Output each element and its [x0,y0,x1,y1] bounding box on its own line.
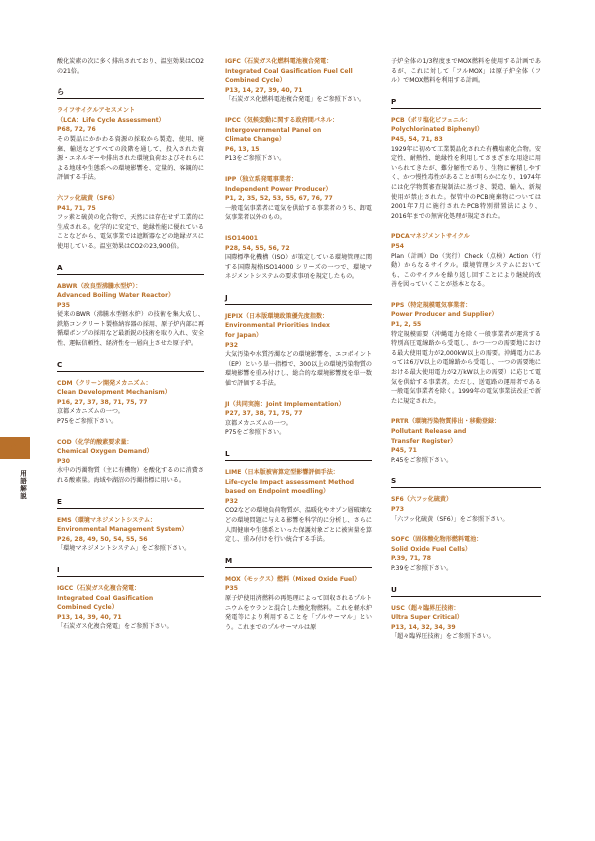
entry-page-refs: P41, 71, 75 [57,204,96,212]
section-divider [57,508,204,509]
entry-term: IPP（独立系発電事業者： Independent Power Producer） [225,175,332,193]
entry-page-refs: P32 [225,497,238,505]
entry-page-refs: P35 [57,301,70,309]
entry-term: USC（超々臨界圧技術： Ultra Super Critical） [391,604,464,622]
section-divider [225,567,372,568]
entry-term: ライフサイクルアセスメント （LCA：Life Cycle Assessment） [57,107,165,124]
section-letter: M [225,555,233,565]
entry-term: SF6（六フッ化硫黄） [391,496,453,504]
glossary-entry [57,57,204,76]
section-header [391,585,541,597]
entry-description: 「石炭ガス化複合発電」をご参照下さい。 [57,623,173,631]
glossary-entry [57,438,204,486]
glossary-entry [391,232,541,290]
section-header [57,565,204,577]
glossary-column-3 [391,57,541,653]
entry-page-refs: P16, 27, 37, 38, 71, 75, 77 [57,398,148,406]
entry-term: 六フッ化硫黄（SF6） [57,194,119,202]
entry-description: 京都メカニズムの一つ。 P75をご参照下さい。 [225,419,292,437]
glossary-entry [57,516,204,554]
page-number: 81 [10,440,26,453]
entry-page-refs: P54 [391,242,404,250]
entry-description: 「環境マネジメントシステム」をご参照下さい。 [57,545,191,553]
section-divider [391,108,541,109]
glossary-entry [225,116,372,164]
section-divider [57,371,204,372]
section-letter: I [57,564,60,574]
entry-description: 従来のBWR（沸騰水型軽水炉）の技術を集大成し、鉄筋コンクリート製格納容器の採用、原子炉内部に再循環ポンプの採用など最新鋭の技術を取り入れ、安全性、運転信頼性、経済性を一層向上させた原子炉。 [57,311,204,348]
glossary-entry [391,116,541,222]
entry-description: P.39をご参照下さい。 [391,564,453,572]
section-header [57,497,204,509]
section-divider [391,487,541,488]
glossary-entry [391,495,541,524]
entry-description: 水中の汚濁物質（主に有機物）を酸化するのに消費される酸素量。海域や湖沼の汚濁指標に用いる。 [57,467,204,484]
entry-description: 1929年に初めて工業製品化された有機塩素化合物。安定性、耐熱性、絶縁性を利用してさまざまな用途に用いられてきたが、難分解性であり、生物に蓄積しやすく、かつ慢性毒性があることが明らかになり、1974年には化学物質審査規制法に基づき、製造、輸入、新規使用が禁止された。保管中のPCB廃棄物については2001年7月に施行されたPCB特別措置法により、2016年までの無害化処理が規定された。 [391,145,541,220]
entry-page-refs: P1, 2, 55 [391,321,422,329]
section-letter: P [391,96,397,106]
entry-term: PRTR（環境汚染物質排出・移動登録： Pollutant Release and Transfer Register） [391,418,501,445]
section-header [225,449,372,461]
glossary-entry [57,379,204,427]
entry-description: 子炉全体の1/3程度までMOX燃料を使用する計画であるが、これに対して「フルMOX」は原子炉全体（フル）でMOX燃料を利用する計画。 [391,58,541,85]
section-divider [391,596,541,597]
entry-term: ISO14001 [225,234,259,242]
entry-page-refs: P30 [57,457,70,465]
section-letter: U [391,584,397,594]
entry-description: 京都メカニズムの一つ。 P75をご参照下さい。 [57,408,124,426]
glossary-entry [225,175,372,223]
entry-term: PCB（ポリ塩化ビフェニル： Polychlorinated Biphenyl） [391,116,484,134]
section-divider [225,460,372,461]
section-letter: C [57,359,63,369]
glossary-entry [225,234,372,282]
glossary-entry [225,312,372,389]
glossary-entry [57,194,204,252]
section-divider [57,576,204,577]
entry-term: PDCAマネジメントサイクル [391,233,470,241]
section-letter: L [225,449,230,458]
section-header [391,97,541,109]
entry-term: IPCC（気候変動に関する政府間パネル： Intergovernmental Panel on Climate Change） [225,116,339,144]
section-header [57,263,204,275]
glossary-entry [391,301,541,407]
entry-page-refs: P35 [225,585,238,593]
glossary-entry [391,417,541,465]
section-header [225,293,372,305]
entry-description: CO2などの環境負荷物質が、温暖化やオゾン層破壊などの環境問題に与える影響を科学的に分析し、さらに人間健康や生態系といった保護対象ごとに被害量を算定し、重み付けを行い統合する手法。 [225,507,372,544]
entry-description: 一般電気事業者に電気を供給する事業者のうち、卸電気事業者以外のもの。 [225,204,372,222]
entry-page-refs: P1, 2, 35, 52, 53, 55, 67, 76, 77 [225,195,333,203]
entry-page-refs: P.39, 71, 78 [391,555,431,563]
glossary-entry [225,400,372,438]
section-header [57,360,204,372]
entry-page-refs: P13, 14, 32, 34, 39 [391,623,456,631]
glossary-entry [57,106,204,183]
entry-description: Plan（計画）Do（実行）Check（点検）Action（行動）からなるサイクル。環境管理システムにおいても、このサイクルを繰り返し回すことにより継続的改善を図っていくことが基本となる。 [391,252,541,289]
entry-description: 国際標準化機構（ISO）が策定している環境管理に関する国際規格ISO14000 シリーズの一つで、環境マネジメントシステムの要求事項を規定したもの。 [225,254,372,281]
section-letter: E [57,496,62,506]
section-divider [57,98,204,99]
entry-description: 大気汚染や水質汚濁などの環境影響を、エコポイント（EP）という単一指標で、300以上の環境汚染物質の環境影響を重み付けし、総合的な環境影響度を単一数値で評価する手法。 [225,351,373,388]
entry-page-refs: P45, 71 [391,447,417,455]
section-header [225,556,372,568]
entry-description: 「超々臨界圧技術」をご参照下さい。 [391,633,495,641]
entry-description: その製品にかかわる資源の採取から製造、使用、廃棄、輸送などすべての段階を通して、投入された資源・エネルギーや排出された環境負荷およびそれらによる地球や生態系への環境影響を、定量的、客観的に評価する手法。 [57,135,204,182]
glossary-column-2 [225,57,372,643]
glossary-entry [57,282,204,349]
section-letter: ら [57,87,65,97]
entry-description: P13をご参照下さい。 [225,155,286,163]
entry-term: JI（共同実施：Joint Implementation） [225,400,345,408]
entry-term: COD（化学的酸素要求量： Chemical Oxygen Demand） [57,438,153,456]
entry-page-refs: P27, 37, 38, 71, 75, 77 [225,410,303,418]
entry-term: JEPIX（日本版環境政策優先度指数： Environmental Priorities Index for Japan） [225,312,330,340]
entry-page-refs: P13, 14, 27, 39, 40, 71 [225,86,303,94]
entry-page-refs: P28, 54, 55, 56, 72 [225,244,290,252]
entry-description: フッ素と硫黄の化合物で、天然には存在せず工業的に生成される。化学的に安定で、絶縁性能に優れていることなどから、電気事業では遮断器などの絶縁ガスに使用している。温室効果はCO2の23,900倍。 [57,214,204,250]
entry-term: SOFC（固体酸化物形燃料電池： Solid Oxide Fuel Cells） [391,536,483,553]
glossary-entry [225,575,372,633]
entry-term: IGFC（石炭ガス化燃料電池複合発電： Integrated Coal Gasification Fuel Cell Combined Cycle） [225,58,353,85]
section-divider [225,304,372,305]
entry-page-refs: P13, 14, 39, 40, 71 [57,613,122,621]
section-letter: A [57,262,63,272]
entry-page-refs: P73 [391,505,404,513]
entry-term: CDM（クリーン開発メカニズム： Clean Development Mechanism） [57,379,171,397]
glossary-entry [57,584,204,632]
glossary-entry [391,535,541,573]
entry-term: ABWR（改良型沸騰水型炉）： Advanced Boiling Water Reactor） [57,282,175,300]
entry-description: 酸化炭素の次に多く排出されており、温室効果はCO2の21倍。 [57,58,204,75]
glossary-entry [225,57,372,105]
glossary-entry [225,468,372,545]
entry-term: EMS（環境マネジメントシステム： Environmental Management System） [57,516,188,534]
entry-description: 原子炉使用済燃料の再処理によって回収されるプルトニウムをウランと混合した酸化物燃料。これを軽水炉発電等により利用することを「プルサーマル」という。これまでのプルサーマルは原 [225,594,372,631]
entry-page-refs: P32 [225,341,238,349]
glossary-column-1 [57,57,204,643]
section-letter: J [225,292,228,302]
entry-term: PPS（特定規模電気事業者： Power Producer and Supplier） [391,301,498,319]
entry-description: 「石炭ガス化燃料電池複合発電」をご参照下さい。 [225,96,366,104]
section-header [391,476,541,488]
section-letter: S [391,476,397,486]
entry-term: LIME（日本版被害算定型影響評価手法： Life-cycle Impact assessment Method based on Endpoint moedling） [225,469,355,496]
entry-page-refs: P68, 72, 76 [57,126,96,134]
glossary-entry [391,604,541,642]
entry-page-refs: P26, 28, 49, 50, 54, 55, 56 [57,535,148,543]
entry-page-refs: P6, 13, 15 [225,145,260,153]
entry-description: P.45をご参照下さい。 [391,456,453,464]
entry-term: MOX（モックス）燃料（Mixed Oxide Fuel） [225,575,361,583]
section-header [57,87,204,99]
section-side-label: 用語解説 [19,470,27,500]
entry-description: 特定規模需要（沖縄電力を除く一般事業者が運営する特別高圧電線路から受電し、かつ一つの需要地における最大使用電力が2,000kW以上の需要。沖縄電力にあっては6万V以上の電線路から受電し、一つの需要地における最大使用電力が2万kW以上の需要）に応じて電気を供給する事業者。ただし、送電路の運用者である一般電気事業者を除く。1999年の電気事業法改正で新たに規定された。 [391,330,541,405]
glossary-entry [391,57,541,86]
section-divider [57,274,204,275]
entry-term: IGCC（石炭ガス化複合発電： Integrated Coal Gasification Combined Cycle） [57,584,154,612]
entry-page-refs: P45, 54, 71, 83 [391,135,443,143]
entry-description: 「六フッ化硫黄（SF6）」をご参照下さい。 [391,515,509,523]
